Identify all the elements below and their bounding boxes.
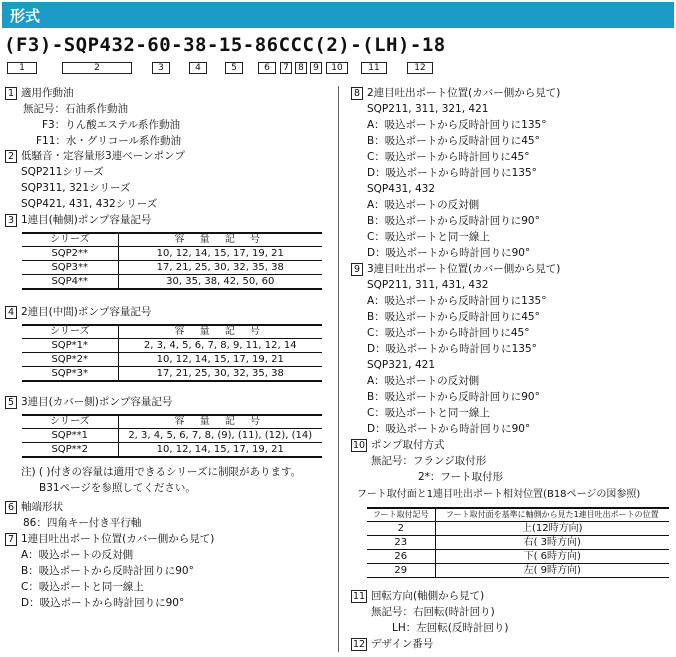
section-7-title: 1連目吐出ポート位置(カバー側から見て) <box>21 533 215 545</box>
section-2-line: SQP311, 321シリーズ <box>21 182 131 194</box>
section-8-line: C：吸込ポートから時計回りに45° <box>367 151 530 163</box>
position-box: 12 <box>407 62 433 74</box>
section-3-title: 1連目(軸側)ポンプ容量記号 <box>21 214 152 226</box>
section-8-line: SQP431, 432 <box>367 183 436 195</box>
section-10-title: ポンプ取付方式 <box>371 439 445 451</box>
table-header: シリーズ <box>22 325 118 339</box>
section-10-line: 2*：フート取付形 <box>418 471 504 483</box>
section-2-line: SQP421, 431, 432シリーズ <box>21 198 158 210</box>
table-cell: 2, 3, 4, 5, 6, 7, 8, 9, 11, 12, 14 <box>118 339 322 353</box>
section-title: 形式 <box>10 7 41 25</box>
capacity-table-3 <box>22 414 322 458</box>
section-number-12: 12 <box>352 639 366 650</box>
section-9-line: B：吸込ポートから反時計回りに90° <box>367 391 540 403</box>
foot-mount-table <box>367 507 669 578</box>
table-header: 容 量 記 号 <box>118 325 322 339</box>
section-10-subtitle: フート取付面と1連目吐出ポート相対位置(B18ページの図参照) <box>357 489 641 500</box>
section-number-2: 2 <box>5 150 17 163</box>
section-5-title: 3連目(カバー側)ポンプ容量記号 <box>21 396 173 408</box>
table-header: フート取付面を基準に軸側から見た1連目吐出ポートの位置 <box>435 508 669 522</box>
table-row <box>22 339 322 353</box>
table-cell: 29 <box>367 564 435 578</box>
section-9-title: 3連目吐出ポート位置(カバー側から見て) <box>367 263 561 275</box>
table-cell: 10, 12, 14, 15, 17, 19, 21 <box>118 353 322 367</box>
section-number-5: 5 <box>5 396 17 409</box>
section-11-line: 無記号：右回転(時計回り) <box>371 606 495 618</box>
table-header: シリーズ <box>22 415 118 429</box>
section-number-7: 7 <box>5 533 17 546</box>
position-box: 6 <box>258 62 276 74</box>
table-row <box>367 564 669 578</box>
section-8-line: C：吸込ポートと同一線上 <box>367 231 490 243</box>
table-cell: 10, 12, 14, 15, 17, 19, 21 <box>118 247 322 261</box>
section-7-line: C：吸込ポートと同一線上 <box>21 581 144 593</box>
position-box: 7 <box>280 62 292 74</box>
section-7-line: D：吸込ポートから時計回りに90° <box>21 597 185 609</box>
section-number-8: 8 <box>351 87 363 100</box>
section-8-line: D：吸込ポートから時計回りに90° <box>367 247 531 259</box>
column-divider <box>338 86 339 652</box>
table-cell: SQP3** <box>22 261 118 275</box>
table-row <box>22 261 322 275</box>
section-6-title: 軸端形状 <box>21 501 63 513</box>
section-8-line: B：吸込ポートから反時計回りに45° <box>367 135 540 147</box>
table-row <box>22 247 322 261</box>
section-9-line: SQP211, 311, 431, 432 <box>367 279 489 291</box>
capacity-table-1 <box>22 232 322 290</box>
section-9-line: A：吸込ポートから反時計回りに135° <box>367 295 547 307</box>
section-9-line: D：吸込ポートから時計回りに135° <box>367 343 537 355</box>
table-cell: SQP*3* <box>22 367 118 382</box>
table-cell: 26 <box>367 550 435 564</box>
table-cell: 2, 3, 4, 5, 6, 7, 8, (9), (11), (12), (14) <box>118 429 322 443</box>
section-1-title: 適用作動油 <box>21 87 74 99</box>
section-8-line: SQP211, 311, 321, 421 <box>367 103 489 115</box>
section-8-line: B：吸込ポートから反時計回りに90° <box>367 215 540 227</box>
section-number-11: 11 <box>352 591 366 602</box>
section-number-9: 9 <box>351 263 363 276</box>
section-11-title: 回転方向(軸側から見て) <box>371 590 485 602</box>
section-7-line: A：吸込ポートの反対側 <box>21 549 134 561</box>
position-box: 11 <box>361 62 387 74</box>
section-number-6: 6 <box>5 501 17 514</box>
model-code: (F3)-SQP432-60-38-15-86CCC(2)-(LH)-18 <box>4 34 446 56</box>
table-cell: 30, 35, 38, 42, 50, 60 <box>118 275 322 290</box>
section-9-line: C：吸込ポートから時計回りに45° <box>367 327 530 339</box>
table-cell: 10, 12, 14, 15, 17, 19, 21 <box>118 443 322 458</box>
section-9-line: C：吸込ポートと同一線上 <box>367 407 490 419</box>
section-1-line: 無記号：石油系作動油 <box>23 103 128 115</box>
position-box: 10 <box>326 62 348 74</box>
section-12-title: デザイン番号 <box>371 638 434 650</box>
section-8-line: A：吸込ポートの反対側 <box>367 199 480 211</box>
section-2-line: SQP211シリーズ <box>21 166 104 178</box>
table-cell: 2 <box>367 522 435 536</box>
table-cell: SQP**1 <box>22 429 118 443</box>
note-line: 注) ( )付きの容量は適用できるシリーズに制限があります。 <box>21 466 302 478</box>
table-row <box>22 443 322 458</box>
table-cell: 左( 9時方向) <box>435 564 669 578</box>
table-row <box>367 550 669 564</box>
table-cell: 17, 21, 25, 30, 32, 35, 38 <box>118 261 322 275</box>
section-7-line: B：吸込ポートから反時計回りに90° <box>21 565 194 577</box>
table-cell: 23 <box>367 536 435 550</box>
table-cell: SQP*1* <box>22 339 118 353</box>
position-box: 3 <box>152 62 170 74</box>
table-cell: SQP**2 <box>22 443 118 458</box>
section-number-3: 3 <box>5 214 17 227</box>
section-9-line: A：吸込ポートの反対側 <box>367 375 480 387</box>
section-number-4: 4 <box>5 306 17 319</box>
capacity-table-2 <box>22 324 322 382</box>
table-cell: 上(12時方向) <box>435 522 669 536</box>
section-8-line: A：吸込ポートから反時計回りに135° <box>367 119 547 131</box>
table-header: 容 量 記 号 <box>118 233 322 247</box>
table-header: シリーズ <box>22 233 118 247</box>
section-8-line: D：吸込ポートから時計回りに135° <box>367 167 537 179</box>
table-header: 容 量 記 号 <box>118 415 322 429</box>
position-box: 8 <box>295 62 307 74</box>
position-box: 1 <box>7 62 37 74</box>
section-header-bar <box>2 2 674 28</box>
table-header: フート取付記号 <box>367 508 435 522</box>
section-6-line: 86：四角キー付き平行軸 <box>23 517 142 529</box>
position-box: 2 <box>62 62 132 74</box>
position-box: 5 <box>225 62 243 74</box>
table-row <box>367 536 669 550</box>
section-9-line: B：吸込ポートから反時計回りに45° <box>367 311 540 323</box>
position-box: 4 <box>189 62 207 74</box>
section-1-line: F3：りん酸エステル系作動油 <box>42 119 180 131</box>
table-row <box>22 275 322 290</box>
table-row <box>367 522 669 536</box>
section-11-line: LH：左回転(反時計回り) <box>392 622 509 634</box>
table-row <box>22 353 322 367</box>
table-cell: SQP*2* <box>22 353 118 367</box>
table-row <box>22 429 322 443</box>
section-9-line: SQP321, 421 <box>367 359 436 371</box>
position-box: 9 <box>310 62 322 74</box>
section-2-title: 低騒音・定容量形3連ベーンポンプ <box>21 150 185 162</box>
section-1-line: F11：水・グリコール系作動油 <box>36 135 181 147</box>
section-9-line: D：吸込ポートから時計回りに90° <box>367 423 531 435</box>
table-cell: 17, 21, 25, 30, 32, 35, 38 <box>118 367 322 382</box>
table-cell: 右( 3時方向) <box>435 536 669 550</box>
section-number-10: 10 <box>352 440 366 451</box>
section-4-title: 2連目(中間)ポンプ容量記号 <box>21 306 152 318</box>
table-cell: SQP2** <box>22 247 118 261</box>
note-line: B31ページを参照してください。 <box>39 482 196 494</box>
section-8-title: 2連目吐出ポート位置(カバー側から見て) <box>367 87 561 99</box>
section-number-1: 1 <box>5 87 17 100</box>
section-10-line: 無記号：フランジ取付形 <box>371 455 487 467</box>
table-cell: SQP4** <box>22 275 118 290</box>
table-cell: 下( 6時方向) <box>435 550 669 564</box>
table-row <box>22 367 322 382</box>
